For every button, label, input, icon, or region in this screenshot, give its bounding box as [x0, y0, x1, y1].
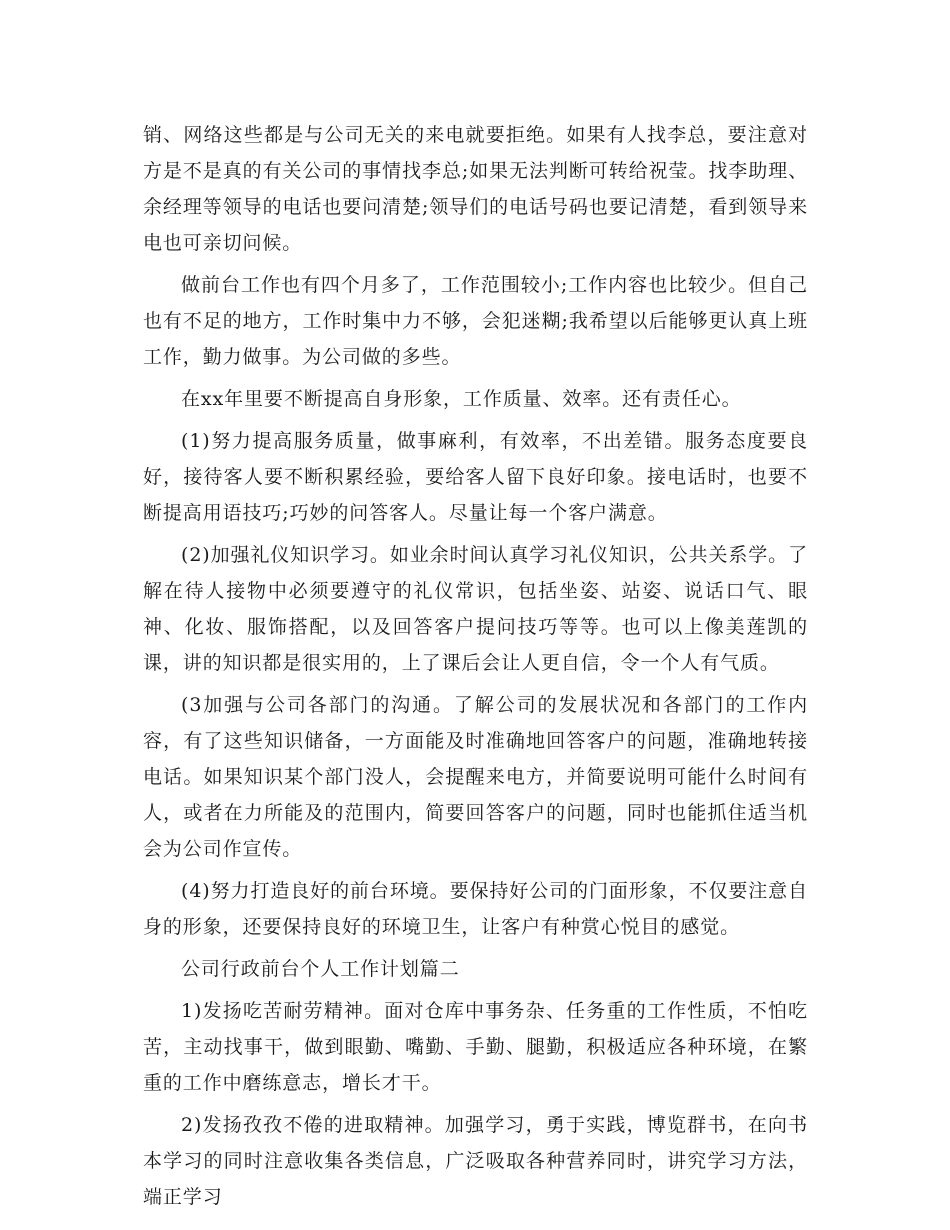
document-body: [143, 117, 808, 1221]
paragraph: 做前台工作也有四个月多了，工作范围较小;工作内容也比较少。但自己也有不足的地方，工作时集中力不够，会犯迷糊;我希望以后能够更认真上班工作，勤力做事。为公司做的多些。: [143, 274, 808, 368]
paragraph: 2)发扬孜孜不倦的进取精神。加强学习，勇于实践，博览群书，在向书本学习的同时注意收集各类信息，广泛吸取各种营养同时，讲究学习方法，端正学习: [143, 1114, 808, 1208]
paragraph: (2)加强礼仪知识学习。如业余时间认真学习礼仪知识，公共关系学。了解在待人接物中必须要遵守的礼仪常识，包括坐姿、站姿、说话口气、眼神、化妆、服饰搭配，以及回答客户提问技巧等等。也可以上像美莲凯的课，讲的知识都是很实用的，上了课后会让人更自信，令一个人有气质。: [143, 544, 808, 674]
paragraph: (1)努力提高服务质量，做事麻利，有效率，不出差错。服务态度要良好，接待客人要不断积累经验，要给客人留下良好印象。接电话时，也要不断提高用语技巧;巧妙的问答客人。尽量让每一个客户满意。: [143, 430, 808, 524]
paragraph: 销、网络这些都是与公司无关的来电就要拒绝。如果有人找李总，要注意对方是不是真的有关公司的事情找李总;如果无法判断可转给祝莹。找李助理、余经理等领导的电话也要问清楚;领导们的电话号码也要记清楚，看到领导来电也可亲切问候。: [143, 124, 808, 254]
paragraph: 在xx年里要不断提高自身形象，工作质量、效率。还有责任心。: [181, 388, 742, 410]
section-heading: 公司行政前台个人工作计划篇二: [181, 958, 460, 980]
paragraph: (3加强与公司各部门的沟通。了解公司的发展状况和各部门的工作内容，有了这些知识储备，一方面能及时准确地回答客户的问题，准确地转接电话。如果知识某个部门没人，会提醒来电方，并简要说明可能什么时间有人，或者在力所能及的范围内，简要回答客户的问题，同时也能抓住适当机会为公司作宣传。: [143, 694, 808, 860]
paragraph: (4)努力打造良好的前台环境。要保持好公司的门面形象，不仅要注意自身的形象，还要保持良好的环境卫生，让客户有种赏心悦目的感觉。: [143, 880, 808, 938]
paragraph: 1)发扬吃苦耐劳精神。面对仓库中事务杂、任务重的工作性质，不怕吃苦，主动找事干，做到眼勤、嘴勤、手勤、腿勤，积极适应各种环境，在繁重的工作中磨练意志，增长才干。: [143, 1000, 808, 1094]
